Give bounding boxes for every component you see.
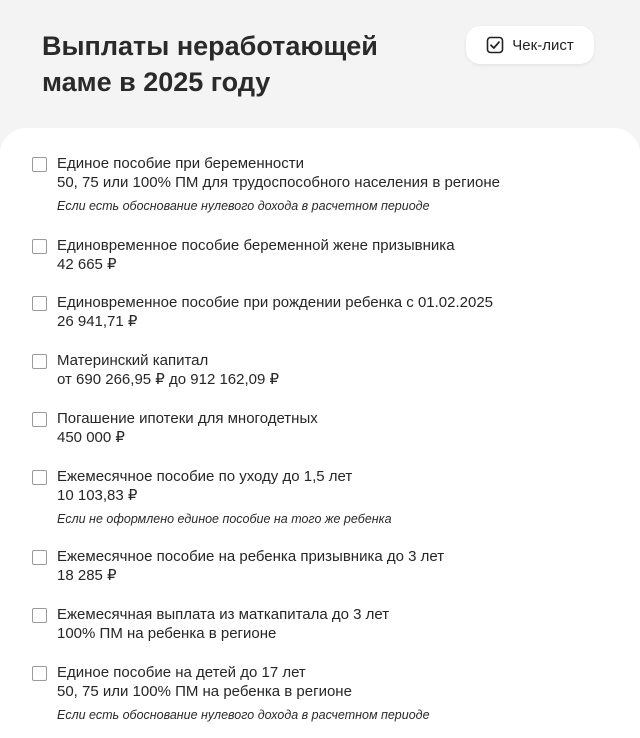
checkbox[interactable] (32, 412, 47, 427)
checklist-item[interactable] (32, 547, 444, 585)
checkbox[interactable] (32, 666, 47, 681)
checkbox[interactable] (32, 296, 47, 311)
item-title: Единовременное пособие при рождении ребенка с 01.02.2025 (57, 294, 494, 311)
checklist-item[interactable] (32, 293, 493, 331)
item-title: Ежемесячное пособие на ребенка призывника до 3 лет (57, 548, 445, 565)
item-amount: 18 285 ₽ (57, 567, 117, 584)
item-note: Если есть обоснование нулевого дохода в расчетном периоде (57, 199, 430, 213)
checklist-item[interactable] (32, 409, 318, 447)
item-title: Единое пособие при беременности (57, 155, 305, 172)
item-title: Единое пособие на детей до 17 лет (57, 664, 306, 681)
item-amount: 42 665 ₽ (57, 256, 117, 273)
item-amount: от 690 266,95 ₽ до 912 162,09 ₽ (57, 371, 280, 388)
checkbox[interactable] (32, 550, 47, 565)
item-note: Если есть обоснование нулевого дохода в расчетном периоде (57, 708, 430, 722)
checklist-item[interactable] (32, 351, 279, 389)
checklist-item[interactable] (32, 605, 389, 643)
checklist-item[interactable] (32, 236, 455, 274)
checklist-badge[interactable] (466, 26, 594, 64)
item-amount: 100% ПМ на ребенка в регионе (57, 625, 277, 642)
checkbox[interactable] (32, 157, 47, 172)
checkbox[interactable] (32, 608, 47, 623)
checkbox[interactable] (32, 470, 47, 485)
page-title-line-2: маме в 2025 году (42, 67, 271, 97)
item-title: Погашение ипотеки для многодетных (57, 410, 318, 427)
item-amount: 450 000 ₽ (57, 429, 125, 446)
checklist-card (0, 128, 640, 738)
item-note: Если не оформлено единое пособие на того же ребенка (57, 512, 392, 526)
checklist-item[interactable] (32, 467, 392, 527)
item-title: Единовременное пособие беременной жене призывника (57, 237, 455, 254)
page-title-line-1: Выплаты неработающей (42, 31, 378, 61)
item-amount: 50, 75 или 100% ПМ для трудоспособного населения в регионе (57, 174, 500, 191)
page-title (42, 28, 378, 100)
checklist-item[interactable] (32, 663, 430, 723)
item-amount: 10 103,83 ₽ (57, 487, 138, 504)
item-title: Материнский капитал (57, 352, 209, 369)
item-title: Ежемесячное пособие по уходу до 1,5 лет (57, 468, 353, 485)
item-title: Ежемесячная выплата из маткапитала до 3 лет (57, 606, 390, 623)
checkbox[interactable] (32, 354, 47, 369)
item-amount: 50, 75 или 100% ПМ на ребенка в регионе (57, 683, 352, 700)
checklist-item[interactable] (32, 154, 500, 214)
item-amount: 26 941,71 ₽ (57, 313, 138, 330)
checkbox-checked-icon (486, 36, 504, 54)
checklist-badge-label: Чек-лист (512, 36, 574, 54)
checkbox[interactable] (32, 239, 47, 254)
